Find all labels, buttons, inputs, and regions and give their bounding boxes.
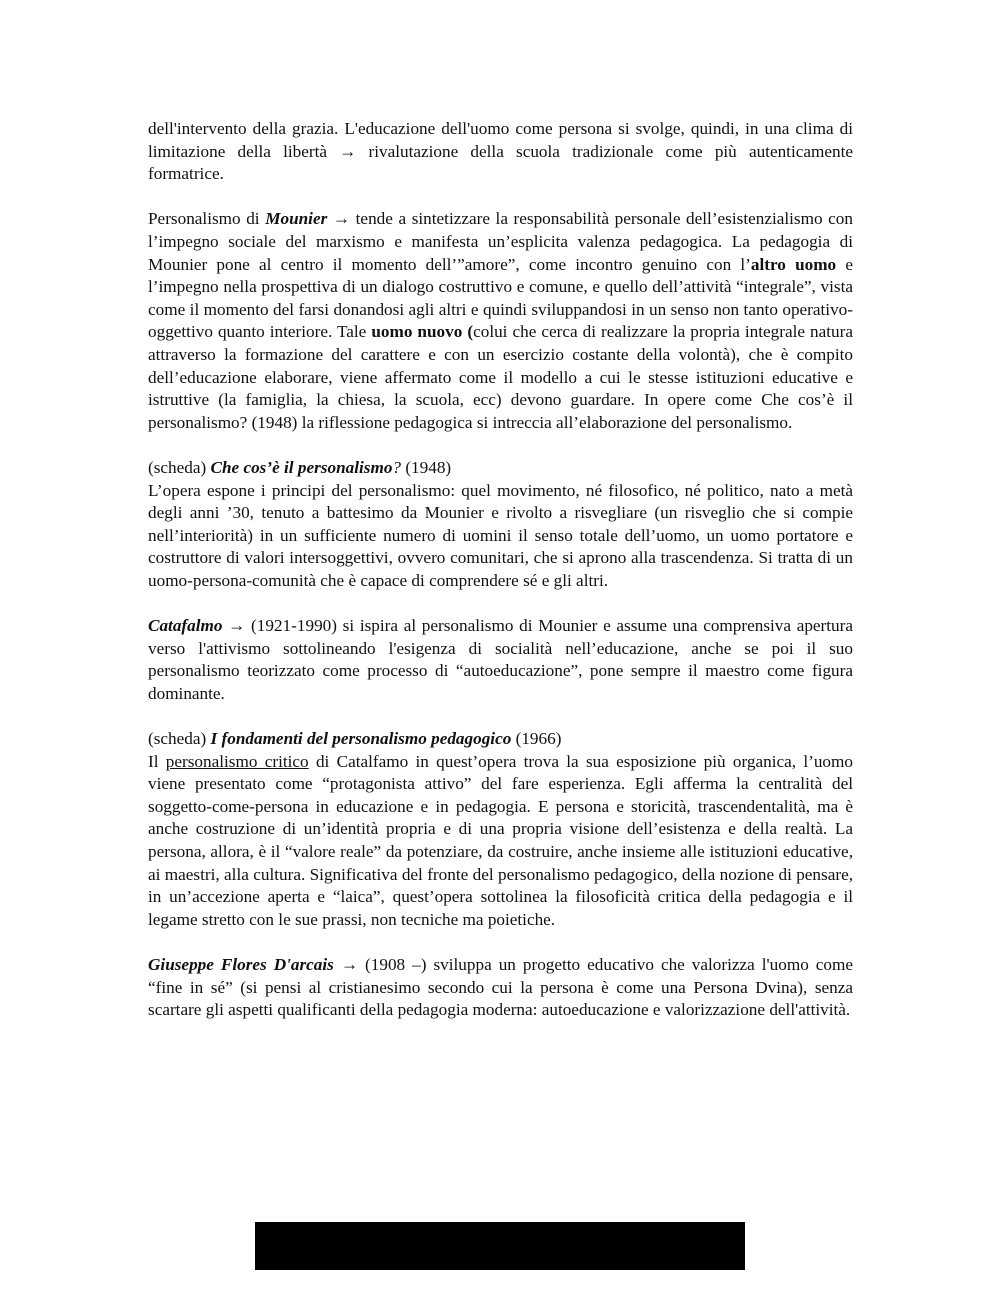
paragraph-flores-darcais [148,954,853,1022]
scheda-prefix: (scheda) [148,457,211,477]
scheda-title: Che cos’è il personalismo [210,457,393,477]
paragraph-mounier [148,208,853,434]
underlined-term-personalismo-critico: personalismo critico [165,751,309,771]
paragraph-catafalmo [148,615,853,705]
paragraph-text: e l’impegno nella prospettiva di un dialogo costruttivo e comune, e quello dell’attività “integrale”, vista come il momento del farsi donandosi agli altri e quindi sviluppandosi in un senso non tanto operativo-oggettivo quanto interiore. Tale [148,254,853,342]
scheda-heading-fondamenti [148,728,853,751]
document-page [148,118,853,1044]
author-name-flores-darcais: Giuseppe Flores D'arcais [148,954,334,974]
scheda-heading-personalismo [148,457,853,480]
scheda-prefix: (scheda) [148,729,211,749]
scheda-body-personalismo [148,480,853,593]
author-name-catafalmo: Catafalmo [148,616,223,636]
paragraph-lead: Il [148,751,166,771]
scheda-title: I fondamenti del personalismo pedagogico [210,729,512,749]
scheda-year: (1948) [401,457,452,477]
author-name-mounier: Mounier [265,209,328,229]
paragraph-text: dell'intervento della grazia. L'educazione dell'uomo come persona si svolge, quindi, in una clima di limitazione della libertà → rivalutazione della scuola tradizionale come più autenticamente formatrice. [148,119,853,184]
paragraph-text: colui che cerca di realizzare la propria integrale natura attraverso la formazione del carattere e con un esercizio costante della volontà), che è compito dell’educazione elaborare, viene affermato come il modello a cui le stesse istituzioni educative e istruttive (la famiglia, la chiesa, la scuola, ecc) devono guardare. In opere come Che cos’è il personalismo? (1948) la riflessione pedagogica si intreccia all’elaborazione del personalismo. [148,322,853,432]
paragraph-text: di Catalfamo in quest’opera trova la sua esposizione più organica, l’uomo viene presentato come “protagonista attivo” del fare esperienza. Egli afferma la centralità del soggetto-come-persona in educazione e in pedagogia. E persona e storicità, trascendentalità, ma è anche costruzione di un’identità propria e di una propria visione dell’esistenza e della realtà. La persona, allora, è il “valore reale” da potenziare, da costruire, anche insieme alle istituzioni educative, ai maestri, alla cultura. Significativa del fronte del personalismo pedagogico, della nozione di pensare, in un’accezione aperta e “laica”, quest’opera sottolinea la filosoficità critica della pedagogia e il legame stretto con le sue prassi, non tecniche ma poietiche. [148,751,853,929]
bold-term-altro-uomo: altro uomo [750,254,837,274]
paragraph-text: → tende a sintetizzare la responsabilità personale dell’esistenzialismo con l’impegno sociale del marxismo e manifesta un’esplicita valenza pedagogica. La pedagogia di Mounier pone al centro il momento dell’”amore”, come incontro genuino con l’ [148,209,853,274]
paragraph-text: → (1921-1990) si ispira al personalismo di Mounier e assume una comprensiva apertura verso l'attivismo sottolineando l'esigenza di socialità nell’educazione, anche se poi il suo personalismo teorizzato come processo di “autoeducazione”, pone sempre il maestro come figura dominante. [148,616,853,703]
paragraph-grazia [148,118,853,186]
paragraph-lead: Personalismo di [148,209,266,229]
paragraph-text: → (1908 –) sviluppa un progetto educativo che valorizza l'uomo come “fine in sé” (si pensi al cristianesimo secondo cui la persona è come una Persona Dvina), senza scartare gli aspetti qualificanti della pedagogia moderna: autoeducazione e valorizzazione dell'attività. [148,954,854,1020]
scheda-body-fondamenti [148,751,853,932]
scheda-year: (1966) [511,729,562,749]
paragraph-text: L’opera espone i principi del personalismo: quel movimento, né filosofico, né politico, nato a metà degli anni ’30, tenuto a battesimo da Mounier e rivolto a risvegliare (un risveglio che si compie nell’interiorità) in un sufficiente numero di uomini il senso totale dell’uomo, un uomo portatore e costruttore di valori intersoggettivi, ovvero comunitari, che si aprono alla trascendenza. Si tratta di un uomo-persona-comunità che è capace di comprendere sé e gli altri. [148,480,853,590]
bold-term-uomo-nuovo: uomo nuovo ( [371,322,474,342]
scheda-title-qmark: ? [392,457,402,477]
footer-redaction-bar [255,1222,745,1270]
